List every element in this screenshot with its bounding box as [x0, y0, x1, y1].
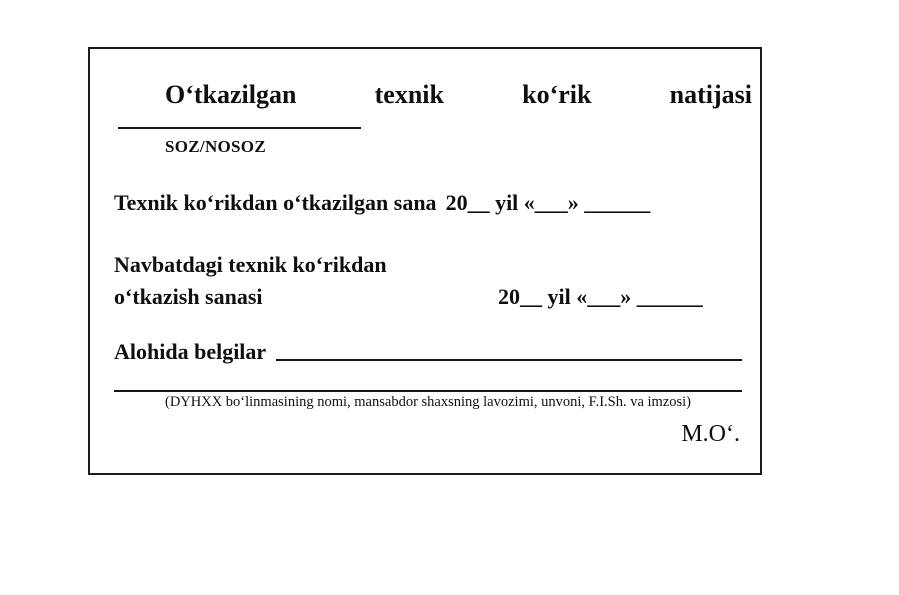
inspection-date-blank: 20__ yil «___» ______ — [445, 190, 651, 215]
next-inspection-label-line2: o‘tkazish sanasi — [114, 284, 263, 309]
special-marks-label: Alohida belgilar — [114, 339, 267, 364]
next-inspection-date-blank: 20__ yil «___» ______ — [498, 284, 703, 309]
condition-blank-line — [118, 127, 361, 129]
title-word: natijasi — [669, 80, 752, 109]
special-marks-blank-line — [276, 359, 742, 361]
signature-blank-line — [114, 390, 742, 392]
condition-label: SOZ/NOSOZ — [165, 137, 266, 156]
title-word: ko‘rik — [522, 80, 592, 109]
next-inspection-line2 — [114, 284, 742, 310]
title-line — [165, 80, 752, 110]
signature-caption: (DYHXX bo‘linmasining nomi, mansabdor shaxsning lavozimi, unvoni, F.I.Sh. va imzosi) — [164, 394, 692, 410]
title-word: O‘tkazilgan — [165, 80, 297, 109]
stamp-label: M.O‘. — [681, 421, 740, 447]
title-word: texnik — [374, 80, 444, 109]
inspection-result-card — [88, 47, 762, 475]
next-inspection-label-line1: Navbatdagi texnik ko‘rikdan — [114, 252, 387, 277]
inspection-date-label: Texnik ko‘rikdan o‘tkazilgan sana — [114, 190, 437, 215]
special-marks-line — [114, 339, 742, 365]
inspection-date-line — [114, 190, 742, 216]
